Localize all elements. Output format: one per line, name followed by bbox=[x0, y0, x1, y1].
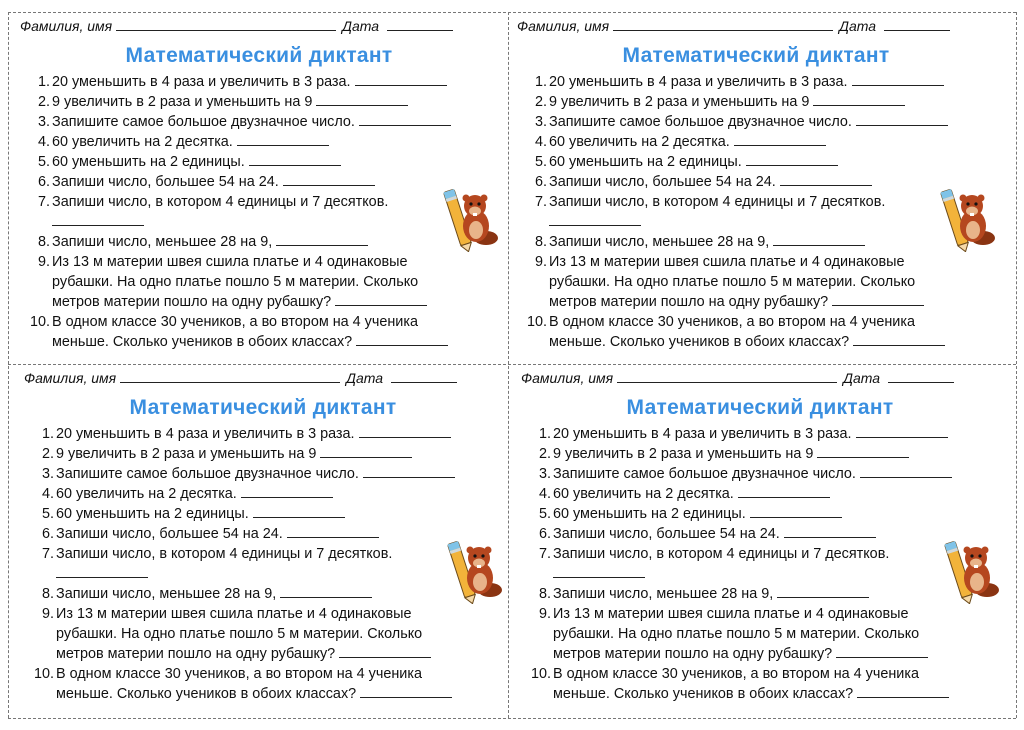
task-text bbox=[56, 504, 464, 524]
task-item bbox=[20, 232, 460, 252]
task-text-content: В одном классе 30 учеников, а во втором на 4 ученика меньше. Сколько учеников в обоих классах? bbox=[553, 666, 919, 702]
task-number: 9. bbox=[41, 606, 54, 622]
student-info-line bbox=[521, 368, 999, 388]
task-item bbox=[20, 132, 460, 152]
task-item bbox=[20, 312, 460, 352]
answer-blank[interactable] bbox=[817, 445, 909, 458]
task-text-content: В одном классе 30 учеников, а во втором на 4 ученика меньше. Сколько учеников в обоих классах? bbox=[56, 666, 422, 702]
task-text-content: Запиши число, большее 54 на 24. bbox=[52, 174, 279, 190]
task-text bbox=[549, 172, 957, 192]
task-text bbox=[553, 664, 961, 704]
beaver-with-pencil-icon bbox=[943, 534, 1001, 604]
task-text bbox=[549, 72, 957, 92]
task-text-content: Запиши число, меньшее 28 на 9, bbox=[56, 586, 277, 602]
task-text bbox=[52, 252, 460, 312]
task-number: 5. bbox=[538, 506, 551, 522]
task-item bbox=[517, 92, 957, 112]
task-text bbox=[56, 444, 464, 464]
dictation-card-3 bbox=[14, 366, 510, 718]
task-number: 7. bbox=[534, 194, 547, 210]
answer-blank[interactable] bbox=[253, 505, 345, 518]
task-number: 5. bbox=[37, 154, 50, 170]
date-field[interactable] bbox=[884, 16, 950, 31]
answer-blank[interactable] bbox=[784, 525, 876, 538]
task-text-content: В одном классе 30 учеников, а во втором на 4 ученика меньше. Сколько учеников в обоих классах? bbox=[549, 314, 915, 350]
name-field[interactable] bbox=[617, 368, 837, 383]
task-item bbox=[20, 112, 460, 132]
answer-blank[interactable] bbox=[549, 213, 641, 226]
answer-blank[interactable] bbox=[856, 425, 948, 438]
task-item bbox=[24, 464, 464, 484]
task-text-content: 60 уменьшить на 2 единицы. bbox=[52, 154, 245, 170]
task-text bbox=[56, 424, 464, 444]
answer-blank[interactable] bbox=[320, 445, 412, 458]
task-item bbox=[517, 312, 957, 352]
answer-blank[interactable] bbox=[738, 485, 830, 498]
dictation-card-4 bbox=[511, 366, 1007, 718]
answer-blank[interactable] bbox=[836, 645, 928, 658]
task-text-content: Запишите самое большое двузначное число. bbox=[549, 114, 852, 130]
task-item bbox=[521, 604, 961, 664]
task-text-content: Запиши число, в котором 4 единицы и 7 десятков. bbox=[56, 546, 393, 562]
task-item bbox=[517, 232, 957, 252]
date-label: Дата bbox=[839, 18, 877, 34]
task-item bbox=[24, 484, 464, 504]
task-number: 3. bbox=[534, 114, 547, 130]
task-number: 10. bbox=[530, 666, 551, 682]
answer-blank[interactable] bbox=[355, 73, 447, 86]
task-text-content: 9 увеличить в 2 раза и уменьшить на 9 bbox=[52, 94, 313, 110]
task-text-content: В одном классе 30 учеников, а во втором на 4 ученика меньше. Сколько учеников в обоих классах? bbox=[52, 314, 418, 350]
name-label: Фамилия, имя bbox=[24, 370, 117, 386]
name-field[interactable] bbox=[120, 368, 340, 383]
student-info-line bbox=[517, 16, 995, 36]
task-item bbox=[517, 72, 957, 92]
task-number: 6. bbox=[37, 174, 50, 190]
task-text bbox=[52, 92, 460, 112]
task-item bbox=[20, 92, 460, 112]
task-number: 3. bbox=[37, 114, 50, 130]
task-text-content: 60 увеличить на 2 десятка. bbox=[549, 134, 730, 150]
answer-blank[interactable] bbox=[832, 293, 924, 306]
answer-blank[interactable] bbox=[287, 525, 379, 538]
task-text bbox=[52, 72, 460, 92]
student-info-line bbox=[20, 16, 498, 36]
answer-blank[interactable] bbox=[860, 465, 952, 478]
task-number: 6. bbox=[534, 174, 547, 190]
task-text-content: 20 уменьшить в 4 раза и увеличить в 3 раза. bbox=[56, 426, 355, 442]
task-number: 9. bbox=[37, 254, 50, 270]
card-title: Математический диктант bbox=[125, 44, 393, 67]
task-item bbox=[24, 444, 464, 464]
answer-blank[interactable] bbox=[857, 685, 949, 698]
task-number: 2. bbox=[41, 446, 54, 462]
task-text bbox=[56, 584, 464, 604]
task-number: 10. bbox=[33, 666, 54, 682]
task-text-content: Запиши число, большее 54 на 24. bbox=[56, 526, 283, 542]
task-text-content: 60 уменьшить на 2 единицы. bbox=[56, 506, 249, 522]
task-number: 3. bbox=[41, 466, 54, 482]
task-number: 2. bbox=[37, 94, 50, 110]
answer-blank[interactable] bbox=[237, 133, 329, 146]
cut-line-bottom bbox=[8, 718, 1016, 719]
task-list bbox=[521, 424, 961, 704]
answer-blank[interactable] bbox=[734, 133, 826, 146]
answer-blank[interactable] bbox=[335, 293, 427, 306]
task-text-content: 20 уменьшить в 4 раза и увеличить в 3 раза. bbox=[553, 426, 852, 442]
task-item bbox=[20, 252, 460, 312]
task-text-content: Запиши число, меньшее 28 на 9, bbox=[549, 234, 770, 250]
answer-blank[interactable] bbox=[241, 485, 333, 498]
task-text bbox=[56, 464, 464, 484]
task-text bbox=[553, 604, 961, 664]
task-text bbox=[549, 252, 957, 312]
task-text bbox=[56, 484, 464, 504]
task-text bbox=[549, 152, 957, 172]
task-item bbox=[521, 484, 961, 504]
answer-blank[interactable] bbox=[339, 645, 431, 658]
task-text bbox=[52, 152, 460, 172]
task-text-content: 60 увеличить на 2 десятка. bbox=[52, 134, 233, 150]
task-item bbox=[20, 192, 460, 232]
task-text bbox=[52, 192, 460, 232]
task-text bbox=[553, 504, 961, 524]
answer-blank[interactable] bbox=[280, 585, 372, 598]
task-item bbox=[521, 524, 961, 544]
task-text bbox=[553, 524, 961, 544]
name-field[interactable] bbox=[116, 16, 336, 31]
task-list bbox=[20, 72, 460, 352]
date-field[interactable] bbox=[391, 368, 457, 383]
task-item bbox=[24, 544, 464, 584]
date-label: Дата bbox=[342, 18, 380, 34]
task-item bbox=[24, 524, 464, 544]
task-item bbox=[20, 72, 460, 92]
answer-blank[interactable] bbox=[780, 173, 872, 186]
task-list bbox=[517, 72, 957, 352]
task-number: 9. bbox=[538, 606, 551, 622]
task-item bbox=[521, 664, 961, 704]
task-text-content: Запишите самое большое двузначное число. bbox=[553, 466, 856, 482]
task-text bbox=[52, 112, 460, 132]
date-label: Дата bbox=[843, 370, 881, 386]
task-text-content: Запиши число, в котором 4 единицы и 7 десятков. bbox=[549, 194, 886, 210]
answer-blank[interactable] bbox=[856, 113, 948, 126]
task-text bbox=[549, 132, 957, 152]
answer-blank[interactable] bbox=[773, 233, 865, 246]
answer-blank[interactable] bbox=[777, 585, 869, 598]
task-text-content: Из 13 м материи швея сшила платье и 4 одинаковые рубашки. На одно платье пошло 5 м материи. Сколько метров материи пошло на одну рубашку? bbox=[56, 606, 423, 662]
task-number: 2. bbox=[534, 94, 547, 110]
task-text bbox=[549, 112, 957, 132]
answer-blank[interactable] bbox=[553, 565, 645, 578]
task-text bbox=[56, 524, 464, 544]
answer-blank[interactable] bbox=[853, 333, 945, 346]
task-text-content: 9 увеличить в 2 раза и уменьшить на 9 bbox=[549, 94, 810, 110]
task-number: 10. bbox=[526, 314, 547, 330]
task-item bbox=[521, 464, 961, 484]
task-list bbox=[24, 424, 464, 704]
task-text-content: Из 13 м материи швея сшила платье и 4 одинаковые рубашки. На одно платье пошло 5 м материи. Сколько метров материи пошло на одну рубашку? bbox=[52, 254, 419, 310]
task-item bbox=[24, 664, 464, 704]
task-item bbox=[521, 584, 961, 604]
beaver-with-pencil-icon bbox=[442, 182, 500, 252]
answer-blank[interactable] bbox=[276, 233, 368, 246]
task-number: 1. bbox=[37, 74, 50, 90]
task-text bbox=[549, 312, 957, 352]
task-text-content: Запиши число, в котором 4 единицы и 7 десятков. bbox=[553, 546, 890, 562]
task-text-content: Запиши число, большее 54 на 24. bbox=[549, 174, 776, 190]
name-label: Фамилия, имя bbox=[20, 18, 113, 34]
answer-blank[interactable] bbox=[316, 93, 408, 106]
beaver-with-pencil-icon bbox=[939, 182, 997, 252]
answer-blank[interactable] bbox=[359, 113, 451, 126]
task-text bbox=[553, 484, 961, 504]
task-number: 5. bbox=[41, 506, 54, 522]
answer-blank[interactable] bbox=[359, 425, 451, 438]
beaver-with-pencil-icon bbox=[446, 534, 504, 604]
card-title: Математический диктант bbox=[626, 396, 894, 419]
answer-blank[interactable] bbox=[746, 153, 838, 166]
task-item bbox=[517, 152, 957, 172]
task-number: 4. bbox=[534, 134, 547, 150]
answer-blank[interactable] bbox=[52, 213, 144, 226]
card-title: Математический диктант bbox=[622, 44, 890, 67]
task-text bbox=[549, 232, 957, 252]
task-item bbox=[20, 152, 460, 172]
task-text-content: 60 уменьшить на 2 единицы. bbox=[549, 154, 742, 170]
task-text bbox=[52, 312, 460, 352]
card-title: Математический диктант bbox=[129, 396, 397, 419]
task-text bbox=[52, 132, 460, 152]
task-number: 2. bbox=[538, 446, 551, 462]
task-text-content: 20 уменьшить в 4 раза и увеличить в 3 раза. bbox=[52, 74, 351, 90]
cut-line-top bbox=[8, 12, 1016, 13]
task-text-content: Запишите самое большое двузначное число. bbox=[56, 466, 359, 482]
task-number: 8. bbox=[534, 234, 547, 250]
task-text-content: 20 уменьшить в 4 раза и увеличить в 3 раза. bbox=[549, 74, 848, 90]
task-text bbox=[553, 584, 961, 604]
answer-blank[interactable] bbox=[750, 505, 842, 518]
task-number: 10. bbox=[29, 314, 50, 330]
task-number: 8. bbox=[37, 234, 50, 250]
task-number: 5. bbox=[534, 154, 547, 170]
cut-line-left bbox=[8, 12, 9, 718]
task-item bbox=[521, 504, 961, 524]
task-text-content: Запиши число, меньшее 28 на 9, bbox=[553, 586, 774, 602]
task-item bbox=[24, 504, 464, 524]
answer-blank[interactable] bbox=[363, 465, 455, 478]
task-item bbox=[517, 172, 957, 192]
task-item bbox=[517, 132, 957, 152]
task-text-content: Из 13 м материи швея сшила платье и 4 одинаковые рубашки. На одно платье пошло 5 м материи. Сколько метров материи пошло на одну рубашку? bbox=[549, 254, 916, 310]
task-text-content: Запишите самое большое двузначное число. bbox=[52, 114, 355, 130]
task-text bbox=[553, 424, 961, 444]
task-number: 4. bbox=[37, 134, 50, 150]
task-text bbox=[56, 544, 464, 584]
task-item bbox=[24, 584, 464, 604]
answer-blank[interactable] bbox=[249, 153, 341, 166]
task-number: 7. bbox=[41, 546, 54, 562]
task-item bbox=[24, 604, 464, 664]
task-text-content: 60 увеличить на 2 десятка. bbox=[56, 486, 237, 502]
task-number: 4. bbox=[41, 486, 54, 502]
task-text bbox=[553, 464, 961, 484]
task-number: 9. bbox=[534, 254, 547, 270]
task-number: 7. bbox=[37, 194, 50, 210]
date-field[interactable] bbox=[387, 16, 453, 31]
cut-line-right bbox=[1016, 12, 1017, 718]
answer-blank[interactable] bbox=[813, 93, 905, 106]
task-text-content: Запиши число, большее 54 на 24. bbox=[553, 526, 780, 542]
task-text bbox=[553, 444, 961, 464]
name-label: Фамилия, имя bbox=[517, 18, 610, 34]
task-item bbox=[521, 544, 961, 584]
task-text bbox=[549, 92, 957, 112]
answer-blank[interactable] bbox=[356, 333, 448, 346]
answer-blank[interactable] bbox=[56, 565, 148, 578]
task-number: 1. bbox=[534, 74, 547, 90]
name-field[interactable] bbox=[613, 16, 833, 31]
task-text-content: Из 13 м материи швея сшила платье и 4 одинаковые рубашки. На одно платье пошло 5 м материи. Сколько метров материи пошло на одну рубашку? bbox=[553, 606, 920, 662]
task-number: 4. bbox=[538, 486, 551, 502]
task-text-content: 9 увеличить в 2 раза и уменьшить на 9 bbox=[56, 446, 317, 462]
task-item bbox=[517, 252, 957, 312]
task-text bbox=[56, 604, 464, 664]
task-text-content: 60 увеличить на 2 десятка. bbox=[553, 486, 734, 502]
task-text bbox=[56, 664, 464, 704]
task-number: 3. bbox=[538, 466, 551, 482]
task-text bbox=[52, 172, 460, 192]
task-number: 1. bbox=[41, 426, 54, 442]
task-item bbox=[517, 112, 957, 132]
task-item bbox=[24, 424, 464, 444]
task-text-content: Запиши число, в котором 4 единицы и 7 десятков. bbox=[52, 194, 389, 210]
date-label: Дата bbox=[346, 370, 384, 386]
task-item bbox=[521, 444, 961, 464]
task-number: 6. bbox=[41, 526, 54, 542]
task-number: 1. bbox=[538, 426, 551, 442]
answer-blank[interactable] bbox=[283, 173, 375, 186]
student-info-line bbox=[24, 368, 502, 388]
task-text-content: 60 уменьшить на 2 единицы. bbox=[553, 506, 746, 522]
dictation-card-2 bbox=[507, 14, 1003, 366]
task-text bbox=[553, 544, 961, 584]
name-label: Фамилия, имя bbox=[521, 370, 614, 386]
dictation-card-1 bbox=[10, 14, 506, 366]
task-text bbox=[549, 192, 957, 232]
task-text-content: Запиши число, меньшее 28 на 9, bbox=[52, 234, 273, 250]
task-number: 6. bbox=[538, 526, 551, 542]
answer-blank[interactable] bbox=[852, 73, 944, 86]
task-item bbox=[521, 424, 961, 444]
task-item bbox=[20, 172, 460, 192]
task-text bbox=[52, 232, 460, 252]
answer-blank[interactable] bbox=[360, 685, 452, 698]
task-item bbox=[517, 192, 957, 232]
task-text-content: 9 увеличить в 2 раза и уменьшить на 9 bbox=[553, 446, 814, 462]
task-number: 7. bbox=[538, 546, 551, 562]
task-number: 8. bbox=[41, 586, 54, 602]
date-field[interactable] bbox=[888, 368, 954, 383]
task-number: 8. bbox=[538, 586, 551, 602]
